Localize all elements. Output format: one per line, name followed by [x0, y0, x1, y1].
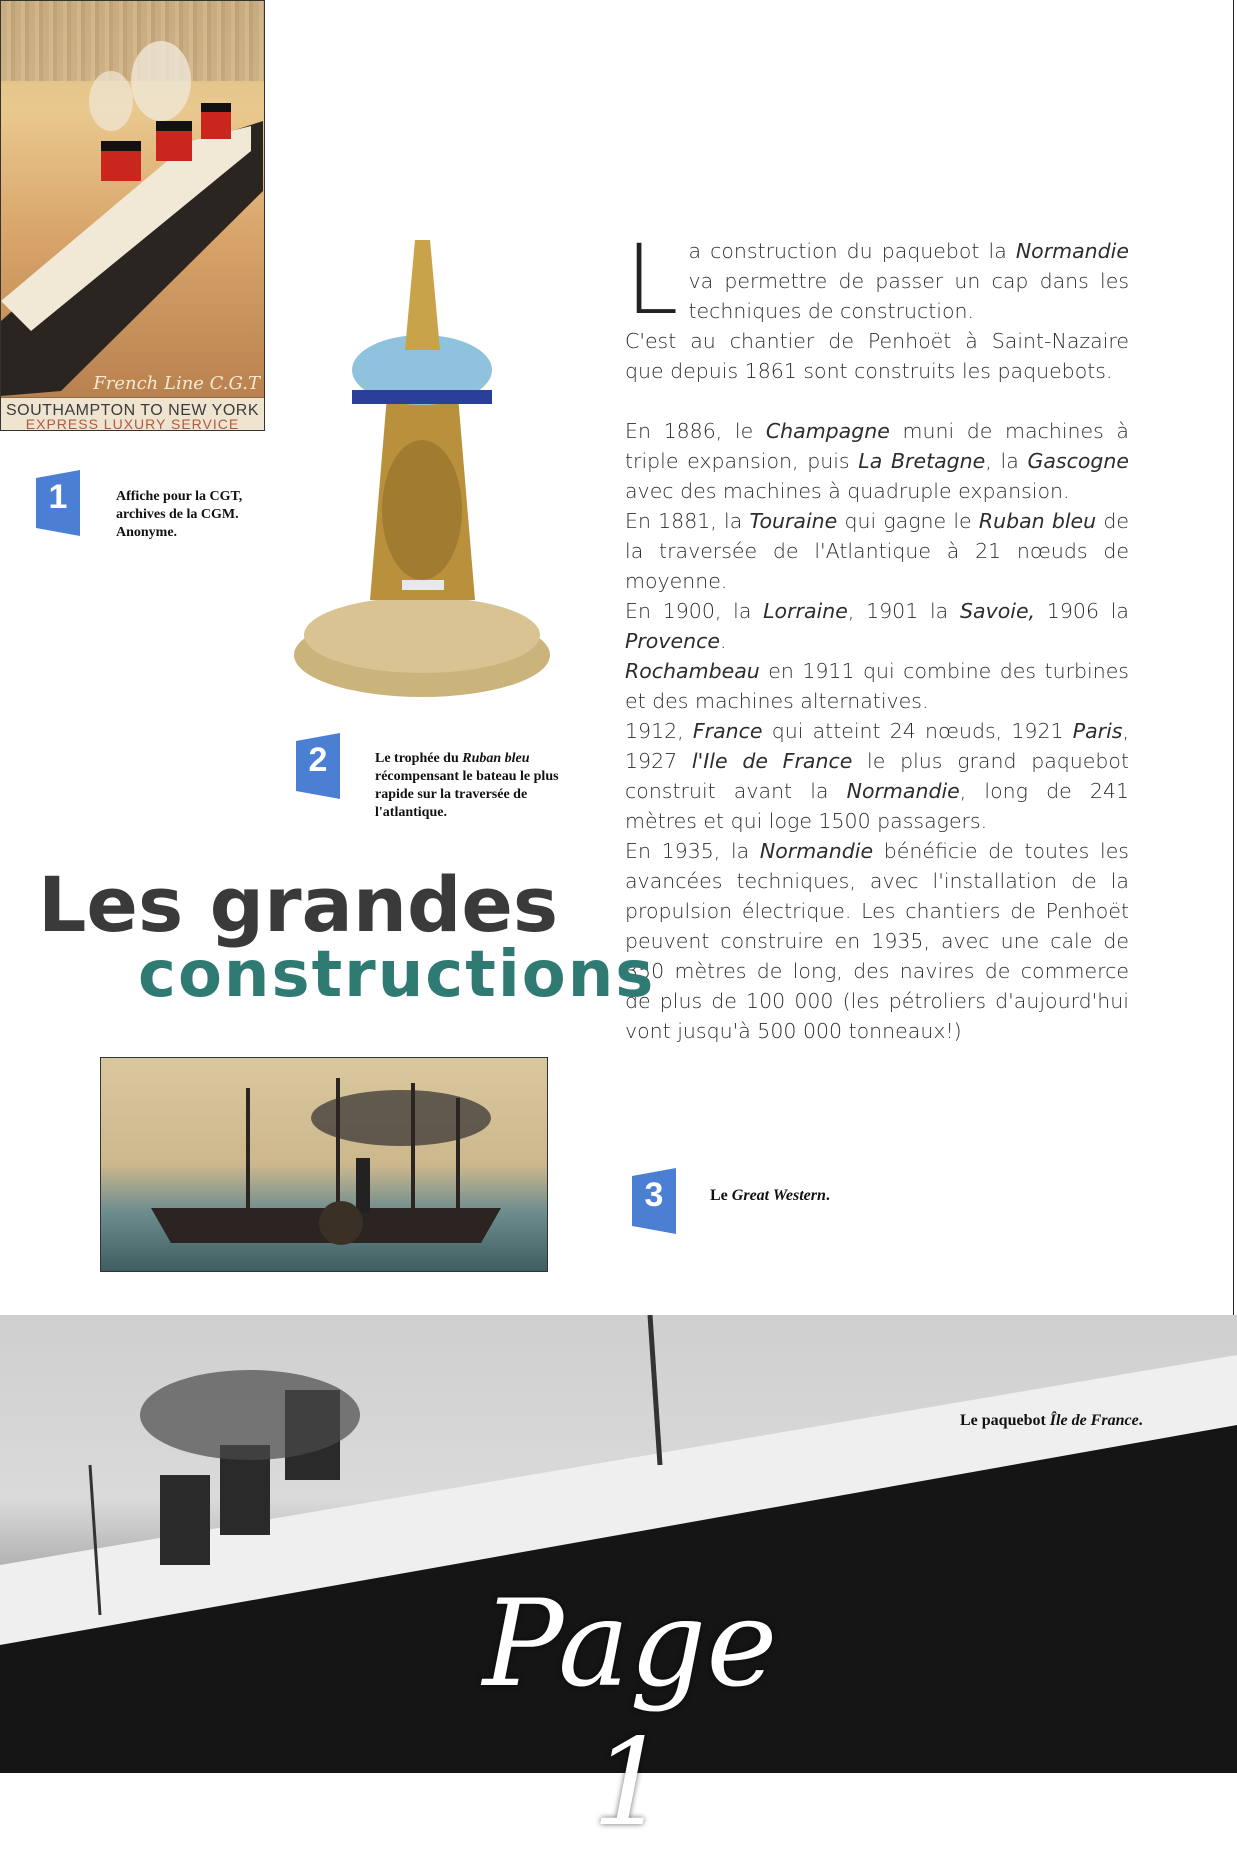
body-text-italic-run: Savoie, [960, 599, 1036, 623]
figure-3-caption-italic: Great Western [731, 1187, 826, 1204]
body-text-italic-run: Normandie [1015, 239, 1129, 263]
body-text-italic-run: Normandie [759, 839, 874, 863]
body-text-run: . [719, 629, 727, 653]
body-text-italic-run: France [692, 719, 763, 743]
body-text-run: , long de 241 mètres et qui loge 1500 passagers. [625, 779, 1129, 833]
figure-4-caption [960, 1412, 1143, 1430]
figure-4-caption-post: . [1138, 1412, 1143, 1429]
body-text-run: , 1901 la [847, 599, 960, 623]
figure-2-number: 2 [308, 741, 328, 779]
body-text-italic-run: Ruban bleu [978, 509, 1097, 533]
body-text-run: , la [985, 449, 1028, 473]
body-paragraph [625, 656, 1129, 716]
body-text-run: a construction du paquebot la [688, 239, 1016, 263]
figure-4-caption-italic: Île de France [1049, 1412, 1139, 1429]
page-number-label: Page 1 [482, 1575, 778, 1853]
dropcap-letter: L [625, 224, 679, 336]
figure-2-caption-pre: Le trophée du [375, 751, 463, 766]
body-paragraph [625, 506, 1129, 596]
body-text-run: bénéficie de toutes les avancées techniques, avec l'installation de la propulsion électrique. Les chantiers de Penhoët peuvent construire en 1935, avec une cale de 350 mètres de long, des navires de commerce de plus de 100 000 (les pétroliers d'aujourd'hui vont jusqu'à 500 000 tonneaux!) [625, 839, 1129, 1043]
figure-1-badge [36, 470, 80, 536]
body-paragraph [625, 596, 1129, 656]
great-western-painting [100, 1057, 548, 1272]
body-text-italic-run: Lorraine [763, 599, 848, 623]
page-title-line1: Les grandes [38, 860, 559, 949]
body-text-italic-run: Normandie [846, 779, 960, 803]
figure-3-badge [632, 1168, 676, 1234]
page-frame-line [1233, 0, 1234, 1315]
body-paragraph [625, 326, 1129, 386]
poster-caption-service: EXPRESS LUXURY SERVICE [25, 416, 240, 431]
figure-3-number: 3 [644, 1176, 664, 1214]
body-text-run: qui gagne le [837, 509, 979, 533]
page-title-line2: constructions [138, 938, 656, 1012]
body-text-run: En 1900, la [625, 599, 764, 623]
body-text-italic-run: Touraine [749, 509, 838, 533]
body-text-run: en 1911 qui combine des turbines et des machines alternatives. [625, 659, 1129, 713]
body-text-run: En 1886, le [625, 419, 766, 443]
body-text-run: le plus grand paquebot construit avant la [625, 749, 1129, 803]
poster-caption-route: SOUTHAMPTON TO NEW YORK [5, 402, 259, 419]
great-western-ship-illustration [101, 1058, 547, 1271]
figure-2-caption-italic: Ruban bleu [462, 751, 530, 766]
article-body [625, 224, 1129, 1046]
poster-ship-illustration [1, 1, 264, 430]
body-text-italic-run: Paris [1072, 719, 1123, 743]
body-text-run: qui atteint 24 nœuds, 1921 [762, 719, 1073, 743]
body-paragraph [625, 224, 1129, 336]
body-text-run: avec des machines à quadruple expansion. [625, 479, 1070, 503]
figure-2-caption [375, 750, 575, 822]
figure-4-caption-pre: Le paquebot [960, 1412, 1050, 1429]
body-text-run: C'est au chantier de Penhoët à Saint-Nazaire que depuis 1861 sont construits les paquebots. [625, 329, 1129, 383]
body-text-run: En 1935, la [625, 839, 760, 863]
body-text-italic-run: l'Ile de France [691, 749, 853, 773]
figure-3-caption [710, 1187, 830, 1205]
body-text-italic-run: Champagne [765, 419, 890, 443]
body-text-italic-run: Gascogne [1027, 449, 1129, 473]
figure-1-number: 1 [48, 478, 68, 516]
figure-3-caption-post: . [825, 1187, 830, 1204]
figure-3-caption-pre: Le [710, 1187, 732, 1204]
body-paragraph [625, 836, 1129, 1046]
figure-1-caption: Affiche pour la CGT, archives de la CGM. Anonyme. [116, 489, 243, 540]
body-text-italic-run: La Bretagne [858, 449, 986, 473]
cgt-poster-image [0, 0, 265, 431]
body-text-run: En 1881, la [625, 509, 750, 533]
body-text-run: , 1927 [625, 719, 1129, 773]
figure-2-badge [296, 733, 340, 799]
body-text-run: 1906 la [1035, 599, 1129, 623]
body-text-run: va permettre de passer un cap dans les techniques de construction. [688, 269, 1129, 323]
poster-brand: French Line C.G.T [93, 373, 260, 394]
body-paragraph [625, 716, 1129, 836]
body-text-italic-run: Rochambeau [625, 659, 760, 683]
body-text-run: 1912, [625, 719, 693, 743]
body-text-run: muni de machines à triple expansion, puis [625, 419, 1129, 473]
body-text-run: de la traversée de l'Atlantique à 21 nœuds de moyenne. [625, 509, 1129, 593]
body-text-italic-run: Provence [625, 629, 720, 653]
figure-2-caption-post: récompensant le bateau le plus rapide sur la traversée de l'atlantique. [375, 769, 559, 820]
ruban-bleu-trophy-image [290, 240, 555, 700]
body-paragraph [625, 416, 1129, 506]
